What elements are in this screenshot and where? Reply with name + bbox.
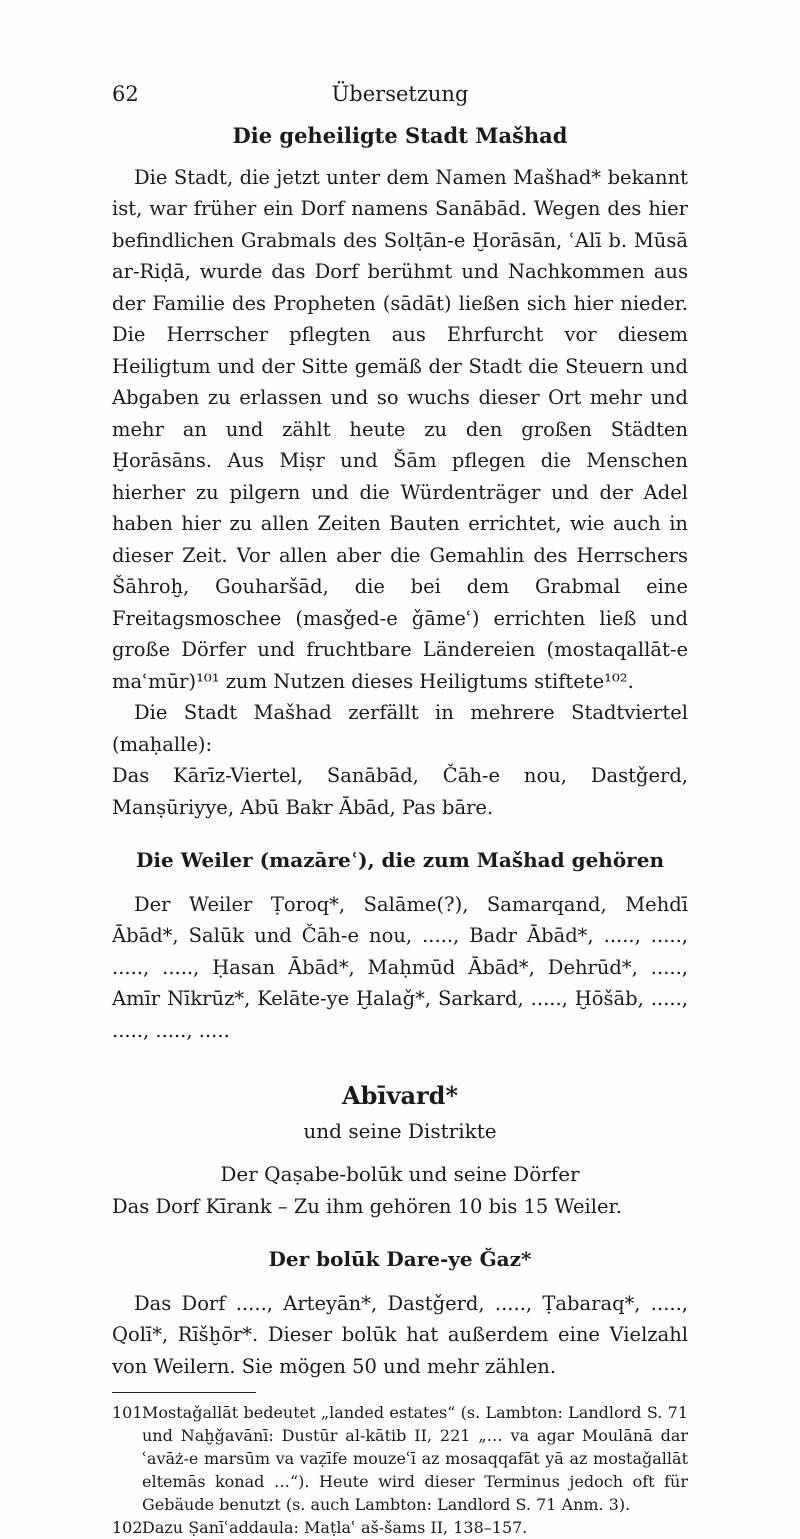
paragraph-quarters-list: Das Kārīz-Viertel, Sanābād, Čāh-e nou, Dastǧerd, Manṣūriyye, Abū Bakr Ābād, Pas bāre. (112, 764, 688, 819)
paragraph-mashhad-history: Die Stadt, die jetzt unter dem Namen Mašhad* bekannt ist, war früher ein Dorf namens Sanābād. Wegen des hier befindlichen Grabmals des Solṭān-e Ḫorāsān, ʿAlī b. Mūsā ar-Riḍā, wurde das Dorf berühmt und Nachkommen aus der Familie des Propheten (sādāt) ließen sich hier nieder. Die Herrscher pflegten aus Ehrfurcht vor diesem Heiligtum und der Sitte gemäß der Stadt die Steuern und Abgaben zu erlassen und so wuchs dieser Ort mehr und mehr an und zählt heute zu den großen Städten Ḫorāsāns. Aus Miṣr und Šām pflegen die Menschen hierher zu pilgern und die Würdenträger und der Adel haben hier zu allen Zeiten Bauten errichtet, wie auch in dieser Zeit. Vor allen aber die Gemahlin des Herrschers Šāhroḫ, Gouharšād, die bei dem Grabmal eine Freitagsmoschee (masǧed-e ǧāmeʿ) errichten ließ und große Dörfer und fruchtbare Ländereien (mostaqallāt-e maʿmūr)¹⁰¹ zum Nutzen dieses Heiligtums stiftete¹⁰². (112, 165, 688, 693)
paragraph-quarters-intro: Die Stadt Mašhad zerfällt in mehrere Stadtviertel (maḥalle): (112, 701, 688, 756)
page-number: 62 (112, 82, 139, 106)
section-title-abivard: Abīvard* (342, 1081, 458, 1110)
section-title-dare-ye-gaz: Der bolūk Dare-ye Ǧaz* (268, 1247, 532, 1271)
subtitle-districts: und seine Distrikte (303, 1118, 497, 1143)
footnote-101: 101Mostaǧallāt bedeutet „landed estates“ (s. Lambton: Landlord S. 71 und Naḫǧavānī: Dustūr al-kātib II, 221 „… va agar Moulānā dar ʿavāż-e marsūm va vaẓīfe mouzeʿī az mosaqqafāt yā az mostaǧallāt eltemās konad …“). Heute wird dieser Terminus jedoch oft für Gebäude benutzt (s. auch Lambton: Landlord S. 71 Anm. 3). (112, 1403, 688, 1514)
section-title-mashhad: Die geheiligte Stadt Mašhad (232, 123, 568, 148)
footnotes (112, 1401, 688, 1539)
paragraph-dare-ye-gaz: Das Dorf ....., Arteyān*, Dastǧerd, ....., Ṭabaraq*, ....., Qolī*, Rīšḫōr*. Dieser bolūk hat außerdem eine Vielzahl von Weilern. Sie mögen 50 und mehr zählen. (112, 1291, 688, 1378)
running-title: Übersetzung (331, 82, 469, 106)
running-header (112, 82, 688, 112)
paragraph-hamlets-list: Der Weiler Ṭoroq*, Salāme(?), Samarqand, Mehdī Ābād*, Salūk und Čāh-e nou, ....., Badr Ābād*, ....., ....., ....., ....., Ḥasan Ābād*, Maḥmūd Ābād*, Dehrūd*, ....., Amīr Nīkrūz*, Kelāte-ye Ḫalaǧ*, Sarkard, ....., Ḫōšāb, ....., ....., ....., ..... (112, 892, 688, 1042)
footnote-rule (112, 1392, 256, 1393)
subtitle-qasabe-boluk: Der Qaṣabe-bolūk und seine Dörfer (220, 1162, 580, 1186)
section-title-hamlets: Die Weiler (mazāreʿ), die zum Mašhad gehören (136, 848, 664, 872)
line-kirank: Das Dorf Kīrank – Zu ihm gehören 10 bis 15 Weiler. (112, 1194, 622, 1218)
footnote-102: 102Dazu Ṣanīʿaddaula: Maṭlaʿ aš-šams II, 138–157. (112, 1518, 528, 1537)
main-text (112, 120, 688, 1539)
